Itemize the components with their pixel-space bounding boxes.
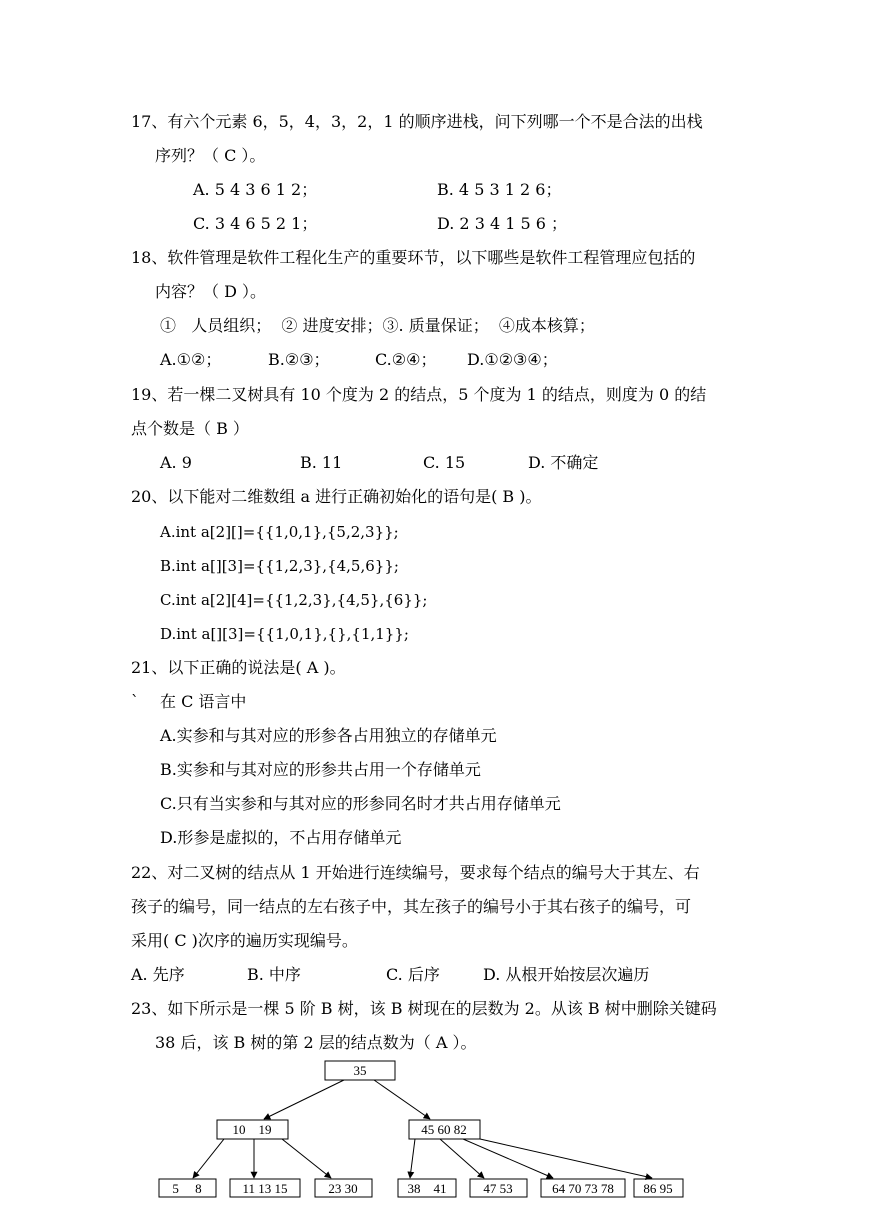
edge-root-left xyxy=(264,1080,344,1119)
q22-stem-line2: 孩子的编号，同一结点的左右孩子中，其左孩子的编号小于其右孩子的编号，可 xyxy=(131,897,692,916)
q19-option-b: B. 11 xyxy=(300,453,343,472)
edge-right-leaf4 xyxy=(410,1139,415,1178)
q17-stem-line1: 17、有六个元素 6，5，4，3，2，1 的顺序进栈，问下列哪一个不是合法的出栈 xyxy=(131,112,703,131)
tree-leaf3-label: 23 30 xyxy=(328,1181,358,1196)
q22-stem-line3: 采用( C )次序的遍历实现编号。 xyxy=(131,931,358,950)
q20-option-a: A.int a[2][]={{1,0,1},{5,2,3}}; xyxy=(160,523,399,541)
tree-leaf6-label: 64 70 73 78 xyxy=(552,1181,614,1196)
q18-stem-line2: 内容？（ D ）。 xyxy=(155,282,267,301)
tree-leaf7-label: 86 95 xyxy=(643,1181,673,1196)
q18-option-c: C.②④； xyxy=(375,350,437,369)
q22-option-d: D. 从根开始按层次遍历 xyxy=(483,965,650,984)
tree-left-label: 10 19 xyxy=(232,1122,272,1137)
tree-leaf1-label: 5 8 xyxy=(172,1181,202,1196)
q18-option-d: D.①②③④； xyxy=(467,350,558,369)
q17-option-b: B. 4 5 3 1 2 6； xyxy=(437,180,562,199)
q22-option-b: B. 中序 xyxy=(247,965,301,984)
q17-option-c: C. 3 4 6 5 2 1； xyxy=(193,214,318,233)
q22-stem-line1: 22、对二叉树的结点从 1 开始进行连续编号，要求每个结点的编号大于其左、右 xyxy=(131,863,700,882)
q21-context: 在 C 语言中 xyxy=(160,692,247,711)
q21-option-c: C.只有当实参和与其对应的形参同名时才共占用存储单元 xyxy=(160,794,561,813)
q19-stem-line2: 点个数是（ B ） xyxy=(131,419,249,438)
edge-right-leaf7 xyxy=(480,1139,652,1178)
q18-option-a: A.①②； xyxy=(160,350,222,369)
q21-stem: 21、以下正确的说法是( A )。 xyxy=(131,658,346,677)
q19-option-c: C. 15 xyxy=(423,453,466,472)
q19-stem-line1: 19、若一棵二叉树具有 10 个度为 2 的结点，5 个度为 1 的结点，则度为 0 的结 xyxy=(131,385,707,404)
q18-stem-line1: 18、软件管理是软件工程化生产的重要环节，以下哪些是软件工程管理应包括的 xyxy=(131,248,696,267)
q17-option-a: A. 5 4 3 6 1 2； xyxy=(193,180,318,199)
q23-stem-line2: 38 后，该 B 树的第 2 层的结点数为（ A ）。 xyxy=(155,1033,477,1052)
q21-mark: ` xyxy=(131,692,139,711)
q19-option-d: D. 不确定 xyxy=(528,453,599,472)
q17-option-d: D. 2 3 4 1 5 6 ； xyxy=(437,214,568,233)
tree-leaf4-label: 38 41 xyxy=(407,1181,447,1196)
q22-option-a: A. 先序 xyxy=(131,965,185,984)
q18-items: ① 人员组织； ② 进度安排；③. 质量保证； ④成本核算； xyxy=(160,316,595,335)
b-tree-diagram xyxy=(0,1058,869,1198)
q20-option-c: C.int a[2][4]={{1,2,3},{4,5},{6}}; xyxy=(160,591,428,609)
tree-root-label: 35 xyxy=(353,1063,367,1078)
edge-root-right xyxy=(374,1080,430,1119)
q18-option-b: B.②③； xyxy=(268,350,330,369)
q21-option-b: B.实参和与其对应的形参共占用一个存储单元 xyxy=(160,760,481,779)
tree-right-label: 45 60 82 xyxy=(421,1122,467,1137)
q20-option-d: D.int a[][3]={{1,0,1},{},{1,1}}; xyxy=(160,625,409,643)
q19-option-a: A. 9 xyxy=(160,453,192,472)
q22-option-c: C. 后序 xyxy=(386,965,440,984)
q23-stem-line1: 23、如下所示是一棵 5 阶 B 树，该 B 树现在的层数为 2。从该 B 树中删除关键码 xyxy=(131,999,717,1018)
edge-left-leaf3 xyxy=(282,1139,331,1178)
tree-leaf5-label: 47 53 xyxy=(483,1181,513,1196)
q21-option-d: D.形参是虚拟的，不占用存储单元 xyxy=(160,828,402,847)
tree-leaf2-label: 11 13 15 xyxy=(242,1181,288,1196)
q20-stem: 20、以下能对二维数组 a 进行正确初始化的语句是( B )。 xyxy=(131,487,542,506)
q20-option-b: B.int a[][3]={{1,2,3},{4,5,6}}; xyxy=(160,557,399,575)
q21-option-a: A.实参和与其对应的形参各占用独立的存储单元 xyxy=(160,726,497,745)
edge-left-leaf1 xyxy=(193,1139,224,1178)
q17-stem-line2: 序列？（ C ）。 xyxy=(155,146,266,165)
